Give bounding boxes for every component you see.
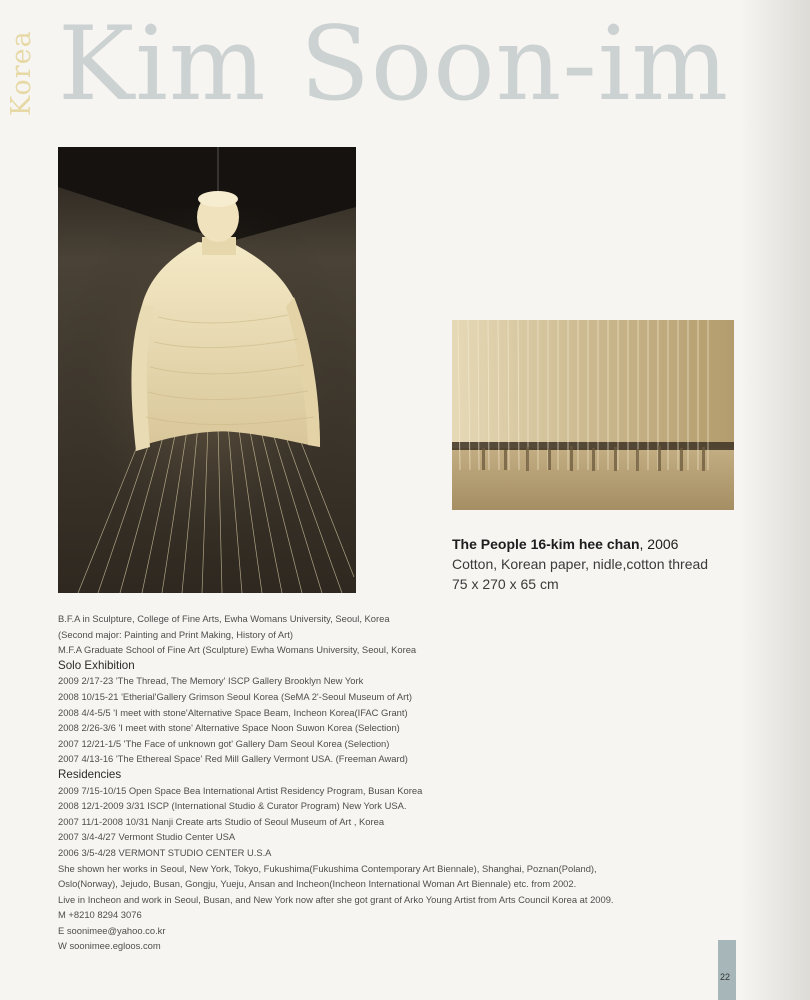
education-line: M.F.A Graduate School of Fine Art (Sculpture) Ewha Womans University, Seoul, Korea: [58, 644, 417, 656]
residency-entry: 2007 11/1-2008 10/31 Nanji Create arts Studio of Seoul Museum of Art , Korea: [58, 815, 385, 827]
solo-exhibition-entry: 2008 10/15-21 'Etherial'Gallery Grimson Seoul Korea (SeMA 2'-Seoul Museum of Art): [58, 690, 412, 702]
exhibition-history-line: She shown her works in Seoul, New York, Tokyo, Fukushima(Fukushima Contemporary Art Biennale), Shanghai, Poznan(Poland),: [58, 862, 597, 874]
residency-entry: 2007 3/4-4/27 Vermont Studio Center USA: [58, 831, 236, 843]
solo-exhibition-entry: 2008 4/4-5/5 'I meet with stone'Alternative Space Beam, Incheon Korea(IFAC Grant): [58, 706, 408, 718]
page-tab-marker: [718, 940, 736, 1000]
country-label: Korea: [6, 30, 37, 116]
exhibition-history-line: Live in Incheon and work in Seoul, Busan, and New York now after she got grant of Arko Young Artist from Arts Council Korea at 2009.: [58, 893, 614, 905]
artwork-caption: [452, 534, 772, 594]
residencies-heading: Residencies: [58, 767, 122, 781]
artwork-dimensions: 75 x 270 x 65 cm: [452, 576, 559, 592]
solo-exhibition-entry: 2007 4/13-16 'The Ethereal Space' Red Mill Gallery Vermont USA. (Freeman Award): [58, 753, 408, 765]
contact-email: E soonimee@yahoo.co.kr: [58, 924, 166, 936]
residency-entry: 2008 12/1-2009 3/31 ISCP (International Studio & Curator Program) New York USA.: [58, 800, 407, 812]
residency-entry: 2006 3/5-4/28 VERMONT STUDIO CENTER U.S.A: [58, 846, 272, 858]
page-edge-shade: [740, 0, 810, 1000]
artist-biography: [58, 611, 678, 954]
artwork-title: The People 16-kim hee chan: [452, 536, 640, 552]
contact-mobile: M +8210 8294 3076: [58, 909, 142, 921]
thread-installation-photo: [452, 320, 734, 510]
residency-entry: 2009 7/15-10/15 Open Space Bea International Artist Residency Program, Busan Korea: [58, 784, 423, 796]
solo-exhibition-entry: 2007 12/21-1/5 'The Face of unknown got' Gallery Dam Seoul Korea (Selection): [58, 737, 390, 749]
artwork-materials: Cotton, Korean paper, nidle,cotton thread: [452, 556, 709, 572]
solo-exhibition-heading: Solo Exhibition: [58, 658, 135, 672]
education-line: (Second major: Painting and Print Making, History of Art): [58, 628, 293, 640]
artwork-title-line: [452, 534, 772, 554]
exhibition-history-line: Oslo(Norway), Jejudo, Busan, Gongju, Yueju, Ansan and Incheon(Incheon International Woman Art Biennale) etc. from 2002.: [58, 878, 577, 890]
solo-exhibition-entry: 2009 2/17-23 'The Thread, The Memory' ISCP Gallery Brooklyn New York: [58, 675, 364, 687]
contact-website: W soonimee.egloos.com: [58, 940, 161, 952]
sculpture-figure-photo: [58, 147, 356, 593]
artist-name-title: Kim Soon-im: [58, 5, 730, 124]
education-line: B.F.A in Sculpture, College of Fine Arts, Ewha Womans University, Seoul, Korea: [58, 613, 390, 624]
solo-exhibition-entry: 2008 2/26-3/6 'I meet with stone' Alternative Space Noon Suwon Korea (Selection): [58, 722, 400, 734]
artwork-year: , 2006: [639, 536, 679, 552]
page-number: 22: [720, 972, 731, 982]
